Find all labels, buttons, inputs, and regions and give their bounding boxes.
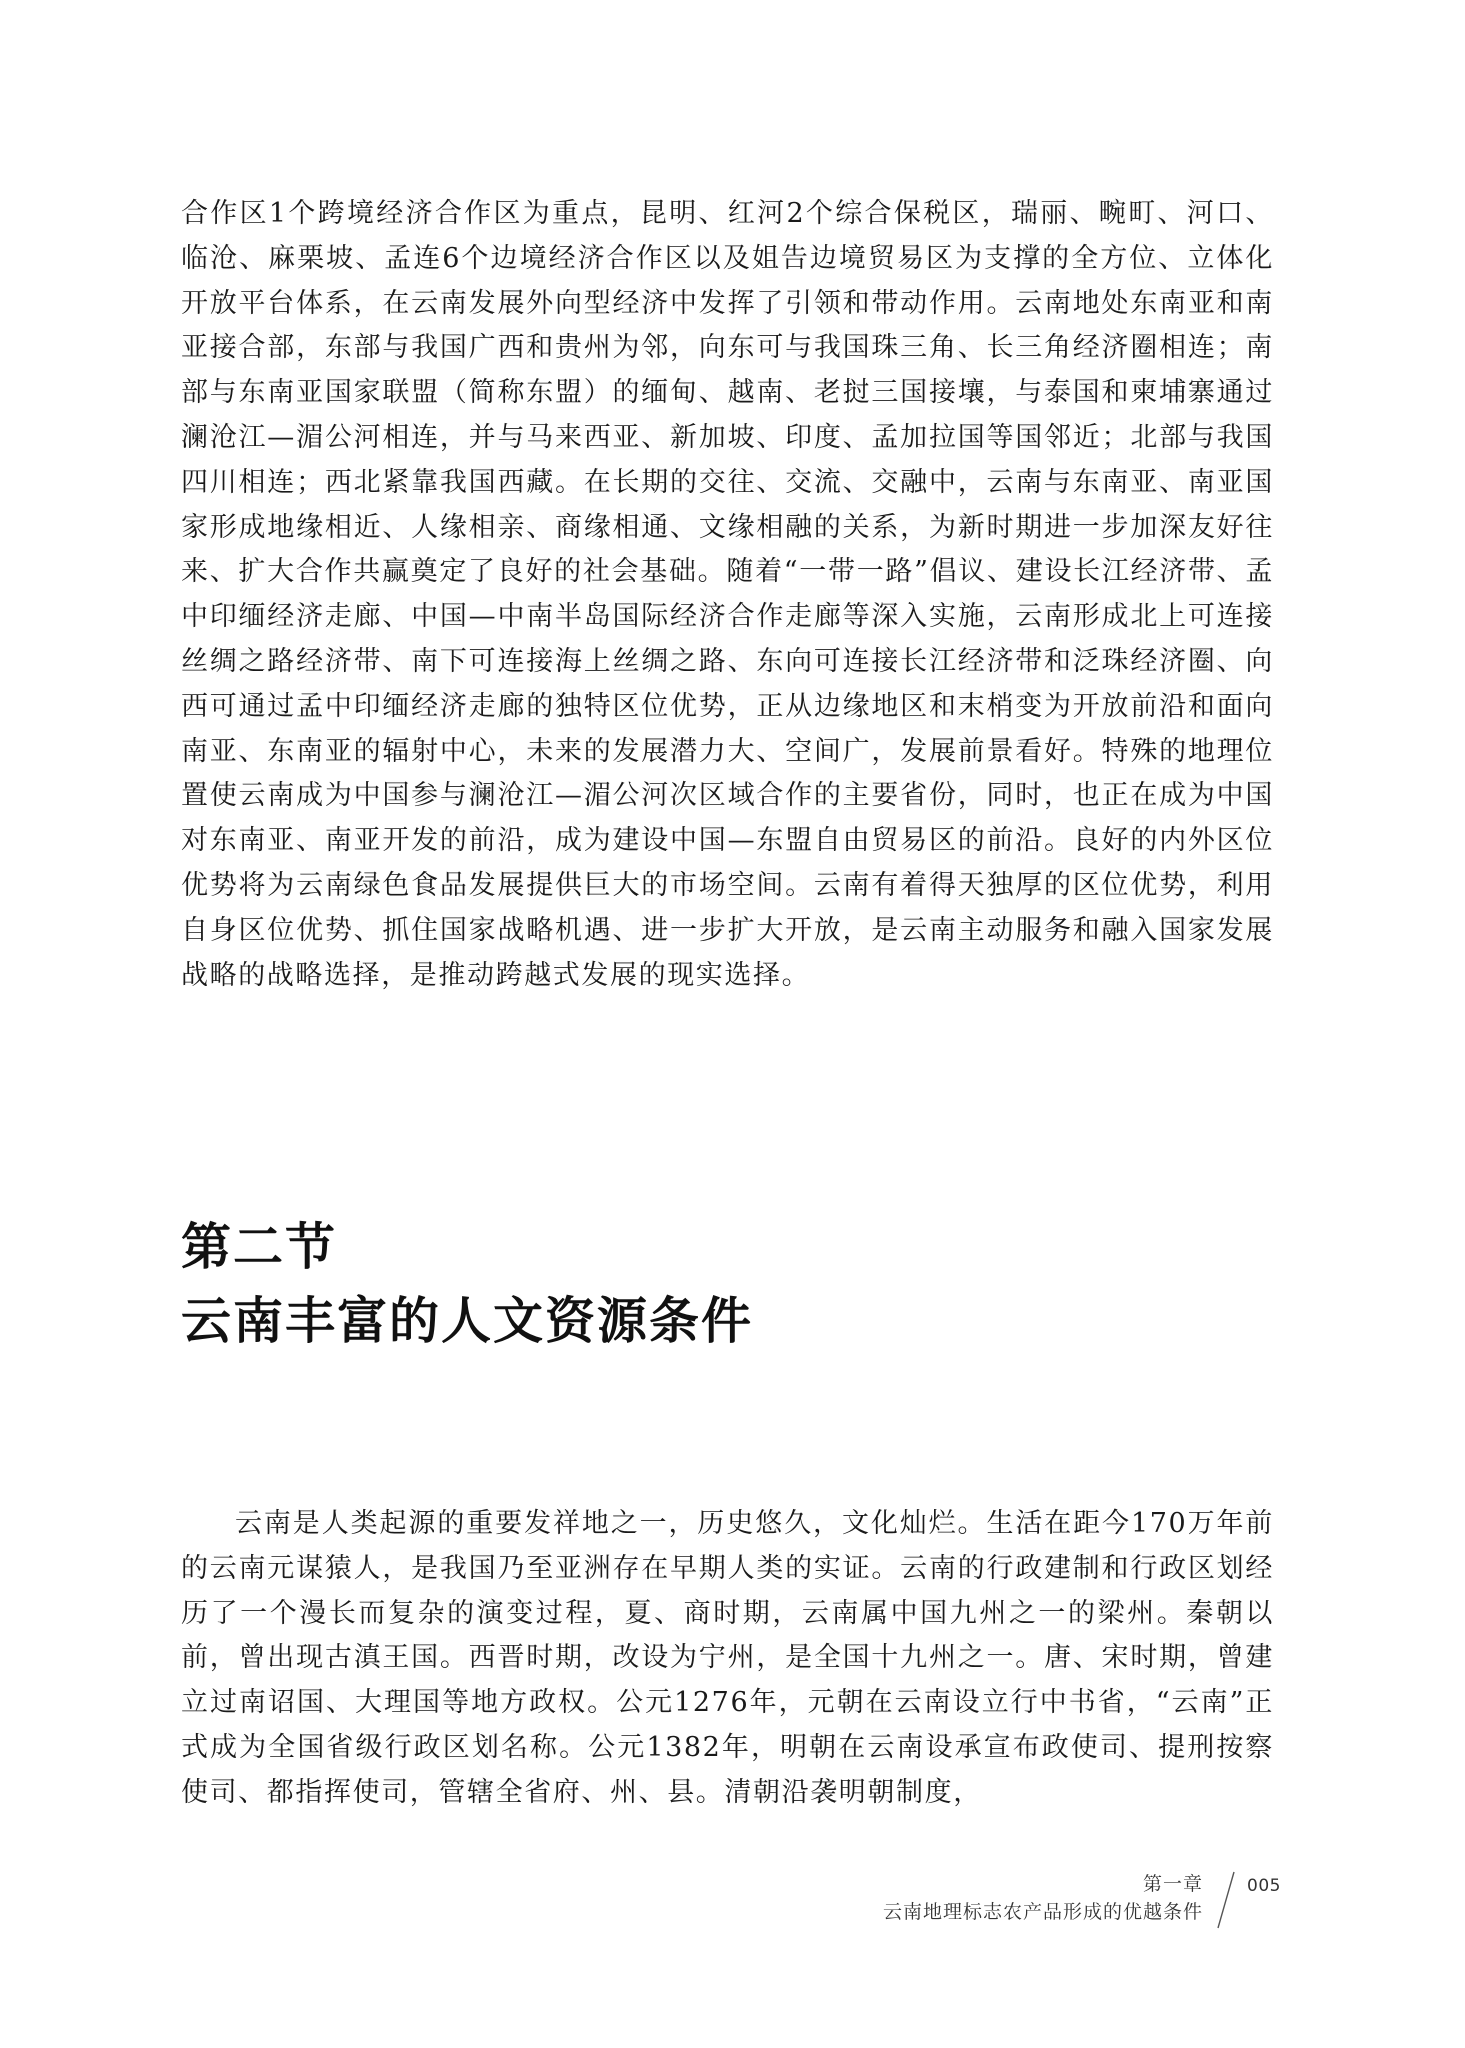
footer-slash-divider [1214,1870,1238,1930]
section-title: 云南丰富的人文资源条件 [181,1291,753,1350]
footer-chapter-title: 云南地理标志农产品形成的优越条件 [882,1901,1203,1923]
body-paragraph-2: 云南是人类起源的重要发祥地之一，历史悠久，文化灿烂。生活在距今170万年前的云南元谋猿人，是我国乃至亚洲存在早期人类的实证。云南的行政建制和行政区划经历了一个漫长而复杂的演变过程，夏、商时期，云南属中国九州之一的梁州。秦朝以前，曾出现古滇王国。西晋时期，改设为宁州，是全国十九州之一。唐、宋时期，曾建立过南诏国、大理国等地方政权。公元1276年，元朝在云南设立行中书省，“云南”正式成为全国省级行政区划名称。公元1382年，明朝在云南设承宣布政使司、提刑按察使司、都指挥使司，管辖全省府、州、县。清朝沿袭明朝制度， [181,1508,1274,1808]
section-heading [181,1210,1274,1358]
running-footer-titles [883,1870,1203,1926]
page-number: 005 [1247,1876,1281,1896]
section-number: 第二节 [181,1217,337,1276]
footer-chapter: 第一章 [1142,1873,1203,1895]
page-footer [0,1870,1465,1950]
body-paragraph-1: 合作区1个跨境经济合作区为重点，昆明、红河2个综合保税区，瑞丽、畹町、河口、临沧、麻栗坡、孟连6个边境经济合作区以及姐告边境贸易区为支撑的全方位、立体化开放平台体系，在云南发展外向型经济中发挥了引领和带动作用。云南地处东南亚和南亚接合部，东部与我国广西和贵州为邻，向东可与我国珠三角、长三角经济圈相连；南部与东南亚国家联盟（简称东盟）的缅甸、越南、老挝三国接壤，与泰国和柬埔寨通过澜沧江—湄公河相连，并与马来西亚、新加坡、印度、孟加拉国等国邻近；北部与我国四川相连；西北紧靠我国西藏。在长期的交往、交流、交融中，云南与东南亚、南亚国家形成地缘相近、人缘相亲、商缘相通、文缘相融的关系，为新时期进一步加深友好往来、扩大合作共赢奠定了良好的社会基础。随着“一带一路”倡议、建设长江经济带、孟中印缅经济走廊、中国—中南半岛国际经济合作走廊等深入实施，云南形成北上可连接丝绸之路经济带、南下可连接海上丝绸之路、东向可连接长江经济带和泛珠经济圈、向西可通过孟中印缅经济走廊的独特区位优势，正从边缘地区和末梢变为开放前沿和面向南亚、东南亚的辐射中心，未来的发展潜力大、空间广，发展前景看好。特殊的地理位置使云南成为中国参与澜沧江—湄公河次区域合作的主要省份，同时，也正在成为中国对东南亚、南亚开发的前沿，成为建设中国—东盟自由贸易区的前沿。良好的内外区位优势将为云南绿色食品发展提供巨大的市场空间。云南有着得天独厚的区位优势，利用自身区位优势、抓住国家战略机遇、进一步扩大开放，是云南主动服务和融入国家发展战略的战略选择，是推动跨越式发展的现实选择。 [181,198,1274,991]
